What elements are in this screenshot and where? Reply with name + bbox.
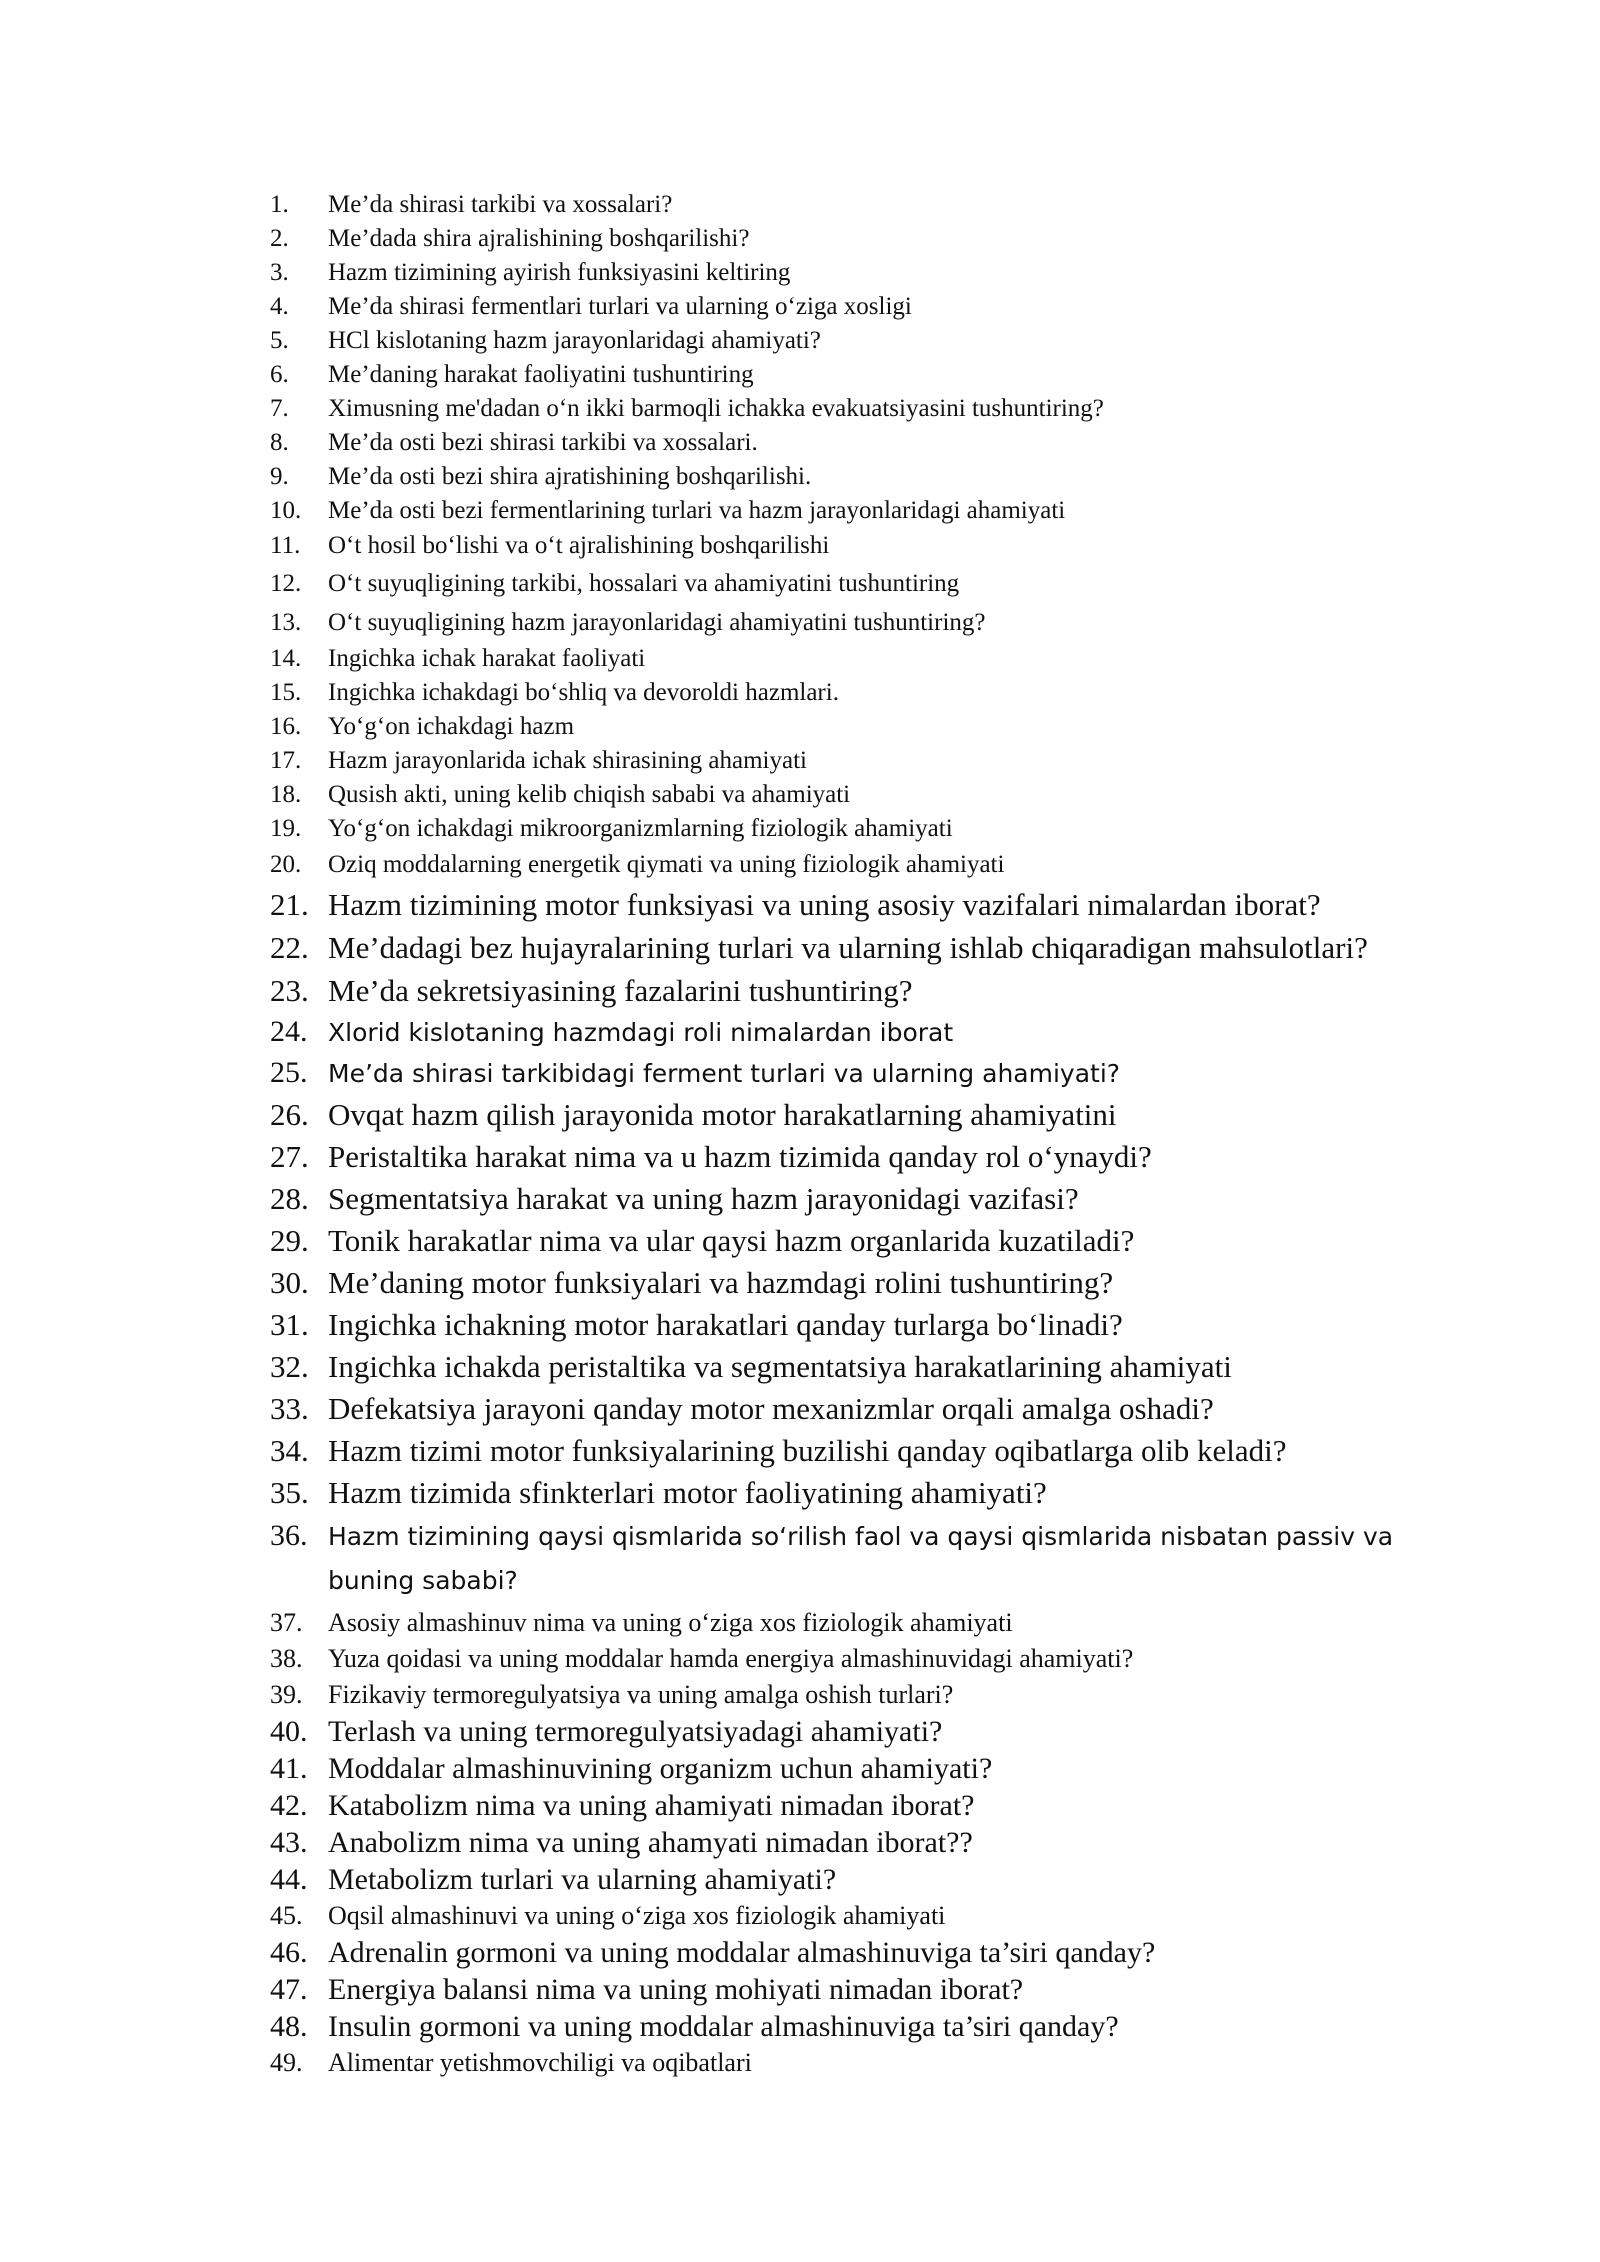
item-text: Energiya balansi nima va uning mohiyati nimadan iborat?	[328, 1973, 1024, 2006]
item-number: 24.	[270, 1015, 308, 1048]
list-item	[270, 1514, 1450, 1603]
list-item	[270, 1136, 1450, 1178]
item-text: Segmentatsiya harakat va uning hazm jarayonidagi vazifasi?	[328, 1181, 1079, 1216]
item-text: Alimentar yetishmovchiligi va oqibatlari	[328, 2048, 752, 2077]
item-number: 40.	[270, 1715, 308, 1748]
item-text: Yuza qoidasi va uning moddalar hamda energiya almashinuvidagi ahamiyati?	[328, 1644, 1134, 1673]
item-text: Hazm jarayonlarida ichak shirasining ahamiyati	[328, 747, 807, 774]
list-item	[270, 812, 1450, 846]
item-text: Ximusning me'dadan o‘n ikki barmoqli ichakka evakuatsiyasini tushuntiring?	[328, 395, 1104, 422]
item-number: 27.	[270, 1139, 309, 1174]
item-number: 16.	[270, 713, 302, 740]
item-text: Moddalar almashinuvining organizm uchun ahamiyati?	[328, 1752, 993, 1785]
item-text: Adrenalin gormoni va uning moddalar almashinuviga ta’siri qanday?	[328, 1936, 1156, 1969]
item-number: 17.	[270, 747, 302, 774]
list-item	[270, 528, 1450, 564]
item-text: Fizikaviy termoregulyatsiya va uning amalga oshish turlari?	[328, 1680, 954, 1709]
list-item	[270, 642, 1450, 676]
item-number: 43.	[270, 1826, 308, 1859]
list-item	[270, 1346, 1450, 1388]
item-text: Xlorid kislotaning hazmdagi roli nimalardan iborat	[328, 1018, 954, 1047]
item-number: 11.	[270, 532, 301, 559]
item-number: 12.	[270, 570, 302, 597]
list-item	[270, 1178, 1450, 1220]
list-item	[270, 1220, 1450, 1262]
item-text: Yo‘g‘on ichakdagi hazm	[328, 713, 575, 740]
item-text: HCl kislotaning hazm jarayonlaridagi ahamiyati?	[328, 327, 821, 354]
list-item	[270, 1713, 1450, 1750]
item-number: 2.	[270, 225, 289, 252]
item-number: 37.	[270, 1608, 303, 1637]
item-text: Peristaltika harakat nima va u hazm tizimida qanday rol o‘ynaydi?	[328, 1139, 1152, 1174]
item-number: 21.	[270, 887, 309, 922]
list-item	[270, 926, 1450, 969]
item-text: Me’dada shira ajralishining boshqarilishi?	[328, 225, 750, 252]
item-text: Ingichka ichak harakat faoliyati	[328, 645, 646, 672]
item-text: Hazm tizimining motor funksiyasi va uning asosiy vazifalari nimalardan iborat?	[328, 887, 1321, 922]
item-number: 28.	[270, 1181, 309, 1216]
item-number: 34.	[270, 1433, 309, 1468]
item-number: 48.	[270, 2010, 308, 2043]
list-item	[270, 778, 1450, 812]
item-text: Ingichka ichakda peristaltika va segmentatsiya harakatlarining ahamiyati	[328, 1349, 1232, 1384]
question-list	[270, 188, 1450, 2081]
list-item	[270, 324, 1450, 358]
item-number: 46.	[270, 1936, 308, 1969]
list-item	[270, 603, 1450, 642]
list-item	[270, 392, 1450, 426]
item-number: 29.	[270, 1223, 309, 1258]
item-number: 3.	[270, 259, 289, 286]
item-text: Asosiy almashinuv nima va uning o‘ziga xos fiziologik ahamiyati	[328, 1608, 1013, 1637]
list-item	[270, 883, 1450, 926]
item-number: 42.	[270, 1789, 308, 1822]
list-item	[270, 1430, 1450, 1472]
item-text: Me’da osti bezi shirasi tarkibi va xossalari.	[328, 429, 758, 456]
item-number: 47.	[270, 1973, 308, 2006]
item-text: Katabolizm nima va uning ahamiyati nimadan iborat?	[328, 1789, 975, 1822]
item-number: 4.	[270, 293, 289, 320]
item-number: 14.	[270, 645, 302, 672]
list-item	[270, 1677, 1450, 1713]
list-item	[270, 460, 1450, 494]
item-text: Ingichka ichakdagi bo‘shliq va devoroldi hazmlari.	[328, 679, 839, 706]
item-number: 5.	[270, 327, 289, 354]
list-item	[270, 1750, 1450, 1787]
list-item	[270, 358, 1450, 392]
item-text: Me’da osti bezi shira ajratishining boshqarilishi.	[328, 463, 812, 490]
item-number: 8.	[270, 429, 289, 456]
list-item	[270, 1971, 1450, 2008]
item-text: O‘t suyuqligining hazm jarayonlaridagi ahamiyatini tushuntiring?	[328, 609, 986, 636]
item-text: Qusish akti, uning kelib chiqish sababi va ahamiyati	[328, 781, 851, 808]
item-number: 6.	[270, 361, 289, 388]
item-number: 15.	[270, 679, 302, 706]
list-item	[270, 188, 1450, 222]
item-number: 18.	[270, 781, 302, 808]
list-item	[270, 1472, 1450, 1514]
item-text: Anabolizm nima va uning ahamyati nimadan iborat??	[328, 1826, 973, 1859]
item-number: 10.	[270, 497, 302, 524]
list-item	[270, 744, 1450, 778]
list-item	[270, 1787, 1450, 1824]
item-text: Yo‘g‘on ichakdagi mikroorganizmlarning fiziologik ahamiyati	[328, 815, 953, 842]
list-item	[270, 494, 1450, 528]
list-item	[270, 969, 1450, 1012]
item-number: 36.	[270, 1519, 308, 1552]
item-text: Hazm tizimi motor funksiyalarining buzilishi qanday oqibatlarga olib keladi?	[328, 1433, 1287, 1468]
item-text: Defekatsiya jarayoni qanday motor mexanizmlar orqali amalga oshadi?	[328, 1391, 1214, 1426]
list-item	[270, 1934, 1450, 1971]
item-text: Insulin gormoni va uning moddalar almashinuviga ta’siri qanday?	[328, 2010, 1119, 2043]
item-number: 19.	[270, 815, 302, 842]
list-item	[270, 676, 1450, 710]
item-text: Metabolizm turlari va ularning ahamiyati?	[328, 1863, 837, 1896]
item-text: Ingichka ichakning motor harakatlari qanday turlarga bo‘linadi?	[328, 1307, 1123, 1342]
item-number: 45.	[270, 1901, 303, 1930]
item-text: Tonik harakatlar nima va ular qaysi hazm organlarida kuzatiladi?	[328, 1223, 1135, 1258]
item-number: 20.	[270, 851, 302, 878]
item-number: 1.	[270, 191, 289, 218]
list-item	[270, 1898, 1450, 1934]
item-text: Me’da shirasi tarkibi va xossalari?	[328, 191, 673, 218]
item-number: 7.	[270, 395, 289, 422]
list-item	[270, 1094, 1450, 1136]
item-text: Terlash va uning termoregulyatsiyadagi ahamiyati?	[328, 1715, 943, 1748]
list-item	[270, 2008, 1450, 2045]
list-item	[270, 1012, 1450, 1053]
list-item	[270, 426, 1450, 460]
list-item	[270, 710, 1450, 744]
item-number: 39.	[270, 1680, 303, 1709]
item-text: Me’dadagi bez hujayralarining turlari va ularning ishlab chiqaradigan mahsulotlari?	[328, 930, 1368, 965]
list-item	[270, 290, 1450, 324]
list-item	[270, 1605, 1450, 1641]
item-number: 23.	[270, 973, 309, 1008]
item-text: Oziq moddalarning energetik qiymati va uning fiziologik ahamiyati	[328, 851, 1005, 878]
item-number: 32.	[270, 1349, 309, 1384]
item-number: 31.	[270, 1307, 309, 1342]
item-number: 35.	[270, 1475, 309, 1510]
item-text: O‘t hosil bo‘lishi va o‘t ajralishining boshqarilishi	[328, 532, 830, 559]
item-text: Me’da osti bezi fermentlarining turlari va hazm jarayonlaridagi ahamiyati	[328, 497, 1066, 524]
item-text: Hazm tizimining qaysi qismlarida so‘rilish faol va qaysi qismlarida nisbatan passiv va buning sababi?	[328, 1522, 1394, 1595]
item-number: 9.	[270, 463, 289, 490]
list-item	[270, 1824, 1450, 1861]
item-text: Hazm tizimining ayirish funksiyasini keltiring	[328, 259, 791, 286]
item-number: 33.	[270, 1391, 309, 1426]
list-item	[270, 1304, 1450, 1346]
list-item	[270, 1262, 1450, 1304]
item-number: 49.	[270, 2048, 303, 2077]
list-item	[270, 1861, 1450, 1898]
item-number: 13.	[270, 609, 302, 636]
item-text: Me’da sekretsiyasining fazalarini tushuntiring?	[328, 973, 913, 1008]
item-number: 26.	[270, 1097, 309, 1132]
item-text: Oqsil almashinuvi va uning o‘ziga xos fiziologik ahamiyati	[328, 1901, 946, 1930]
item-text: Ovqat hazm qilish jarayonida motor harakatlarning ahamiyatini	[328, 1097, 1117, 1132]
item-text: Me’da shirasi tarkibidagi ferment turlari va ularning ahamiyati?	[328, 1059, 1121, 1088]
list-item	[270, 1053, 1450, 1094]
list-item	[270, 846, 1450, 883]
list-item	[270, 1641, 1450, 1677]
item-number: 25.	[270, 1056, 308, 1089]
item-text: Hazm tizimida sfinkterlari motor faoliyatining ahamiyati?	[328, 1475, 1047, 1510]
list-item	[270, 222, 1450, 256]
item-text: Me’daning motor funksiyalari va hazmdagi rolini tushuntiring?	[328, 1265, 1114, 1300]
list-item	[270, 2045, 1450, 2081]
item-number: 30.	[270, 1265, 309, 1300]
item-number: 38.	[270, 1644, 303, 1673]
list-item	[270, 256, 1450, 290]
list-item	[270, 564, 1450, 603]
item-text: Me’da shirasi fermentlari turlari va ularning o‘ziga xosligi	[328, 293, 912, 320]
item-text: O‘t suyuqligining tarkibi, hossalari va ahamiyatini tushuntiring	[328, 570, 960, 597]
item-number: 22.	[270, 930, 309, 965]
item-number: 44.	[270, 1863, 308, 1896]
item-text: Me’daning harakat faoliyatini tushuntiring	[328, 361, 754, 388]
item-number: 41.	[270, 1752, 308, 1785]
list-item	[270, 1388, 1450, 1430]
